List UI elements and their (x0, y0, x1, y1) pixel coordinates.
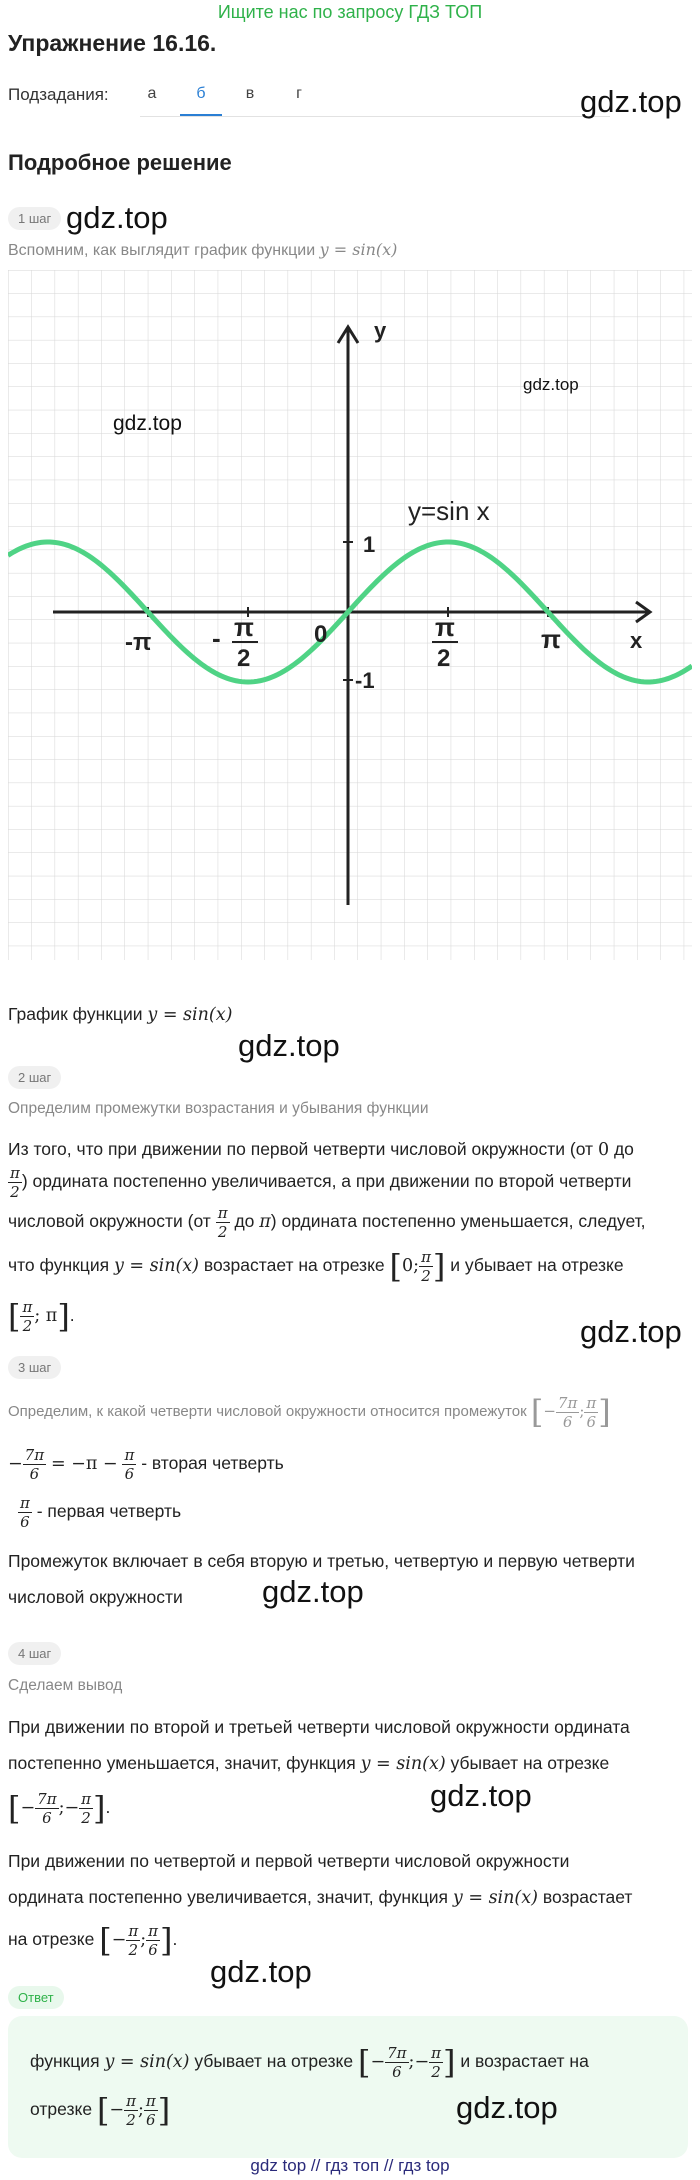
dot: . (69, 1305, 75, 1326)
label-one: 1 (363, 532, 376, 557)
step4-text: убывает на отрезке (450, 1753, 610, 1773)
frac-pi-6: $\frac{\pi}{6}$ (586, 1393, 597, 1431)
frac-pi-2: $\frac{\pi}{2}$ (431, 2044, 441, 2081)
step3-text: - первая четверть (36, 1501, 182, 1522)
frac-pi-2: $\frac{\pi}{2}$ (10, 1164, 20, 1201)
tab-v[interactable]: в (245, 85, 255, 102)
step4-text: на отрезке (8, 1929, 95, 1950)
step3-text: - вторая четверть (141, 1453, 284, 1474)
step4-text: возрастает (542, 1887, 633, 1907)
dot: . (172, 1929, 178, 1950)
frac-pi-2: $\frac{\pi}{2}$ (81, 1790, 91, 1827)
x-axis-label: x (630, 628, 643, 653)
step2-line5: [ $\frac{\pi}{2}$ ; π]. (8, 1297, 75, 1336)
step2-intro: Определим промежутки возрастания и убывания функции (8, 1100, 429, 1117)
frac-7pi-6: $\frac{7\pi}{6}$ (24, 1446, 45, 1483)
tab-b[interactable]: б (196, 85, 206, 102)
frac-pi-2: $\frac{\pi}{2}$ (128, 1922, 139, 1959)
step2-text: ) ордината постепенно увеличивается, а при движении по второй четверти (21, 1171, 632, 1192)
watermark: gdz.top (66, 200, 168, 235)
frac-pi-6: $\frac{\pi}{6}$ (20, 1494, 30, 1531)
interval-zero: 0; (402, 1256, 420, 1277)
active-tab-underline (180, 114, 222, 116)
step3-line2 (18, 1494, 181, 1531)
label-minus-one: -1 (355, 668, 375, 693)
frac-7pi-6: $\frac{7\pi}{6}$ (37, 1790, 57, 1827)
step4-line6: на отрезке [− $\frac{\pi}{2}$ ; $\frac{\pi}{6}$ ]. (8, 1921, 178, 1960)
step2-text: возрастает на отрезке (203, 1255, 385, 1276)
watermark: gdz.top (262, 1574, 364, 1609)
step2-math: y = sin(x) (113, 1256, 200, 1277)
step-badge-3: 3 шаг (8, 1356, 61, 1379)
step4-line1: При движении по второй и третьей четверти числовой окружности ордината (8, 1717, 630, 1737)
tab-g[interactable]: г (296, 85, 302, 102)
answer-text: и возрастает на (460, 2051, 589, 2072)
step2-line4: что функция y = sin(x) возрастает на отрезке [0; $\frac{\pi}{2}$ ] и убывает на отрезке (8, 1247, 624, 1286)
frac-pi-6: $\frac{\pi}{6}$ (124, 1446, 135, 1483)
label-minus-sign: - (212, 623, 221, 653)
answer-math: y = sin(x) (104, 2052, 190, 2073)
section-title: Подробное решение (8, 150, 232, 175)
label-minus-pi: -π (125, 629, 152, 656)
frac-pi-2: $\frac{\pi}{2}$ (126, 2092, 136, 2129)
step3-intro: Определим, к какой четверти числовой окружности относится промежуток [− $\frac{7\pi}{6}$ ; $\frac{\pi}{6}$ ] (8, 1393, 611, 1431)
answer-text: функция (30, 2051, 100, 2072)
step2-zero: 0 (597, 1140, 610, 1160)
step2-line2 (8, 1164, 631, 1201)
tabs-divider (140, 116, 610, 117)
step2-text: до (613, 1139, 634, 1159)
step1-caption (8, 997, 232, 1032)
step1-caption-math: y = sin(x) (147, 1005, 233, 1025)
watermark: gdz.top (210, 1954, 312, 1989)
answer-line2: отрезке [− $\frac{\pi}{2}$ ; $\frac{\pi}{6}$ ] (30, 2091, 171, 2130)
step4-line4: При движении по четвертой и первой четверти числовой окружности (8, 1851, 570, 1871)
interval-pi: ; π (34, 1306, 58, 1327)
answer-line1: функция y = sin(x) убывает на отрезке [− $\frac{7\pi}{6}$ ;− $\frac{\pi}{2}$ ] и возрастает на (30, 2043, 589, 2082)
frac-7pi-6: $\frac{7\pi}{6}$ (557, 1393, 578, 1431)
graph-grid (8, 270, 692, 960)
step3-eq: = −π − (50, 1454, 118, 1475)
step2-text: и убывает на отрезке (450, 1255, 624, 1276)
label-origin: 0 (314, 621, 328, 648)
frac-pi-2: $\frac{\pi}{2}$ (22, 1298, 33, 1335)
step2-pi: π (259, 1212, 271, 1233)
answer-box (8, 2016, 688, 2158)
label-pi: π (541, 624, 561, 654)
step4-line3: [− $\frac{7\pi}{6}$ ;− $\frac{\pi}{2}$ ]. (8, 1789, 111, 1828)
step1-intro (8, 240, 397, 260)
label-pi-half-den-neg: 2 (237, 645, 251, 672)
tab-a[interactable]: а (147, 85, 157, 102)
top-search-link[interactable]: Ищите нас по запросу ГДЗ ТОП (217, 2, 483, 22)
step2-line1 (8, 1132, 634, 1167)
step4-math: y = sin(x) (452, 1888, 538, 1908)
watermark: gdz.top (430, 1778, 532, 1813)
y-axis-label: y (374, 318, 387, 343)
step3-intro-text: Определим, к какой четверти числовой окружности относится промежуток (8, 1402, 527, 1420)
step2-text: Из того, что при движении по первой четверти числовой окружности (от (8, 1139, 594, 1159)
step4-text: ордината постепенно увеличивается, значит, функция (8, 1887, 449, 1907)
watermark: gdz.top (238, 1028, 340, 1063)
step4-text: постепенно уменьшается, значит, функция (8, 1753, 356, 1773)
curve-label: y=sin x (408, 496, 490, 526)
frac-7pi-6: $\frac{7\pi}{6}$ (387, 2044, 407, 2081)
step2-line3 (8, 1204, 646, 1241)
step-badge-4: 4 шаг (8, 1642, 61, 1665)
step-badge-2: 2 шаг (8, 1066, 61, 1089)
step1-caption-text: График функции (8, 1004, 143, 1024)
watermark: gdz.top (113, 412, 182, 435)
answer-text: убывает на отрезке (194, 2051, 354, 2072)
frac-pi-6: $\frac{\pi}{6}$ (148, 1922, 158, 1959)
footer-links[interactable]: gdz top // гдз топ // гдз top (250, 2156, 450, 2175)
watermark: gdz.top (456, 2090, 558, 2125)
sine-graph (8, 270, 692, 960)
step4-line2 (8, 1746, 609, 1781)
frac-pi-2: $\frac{\pi}{2}$ (217, 1204, 228, 1241)
frac-pi-2: $\frac{\pi}{2}$ (421, 1248, 431, 1285)
watermark: gdz.top (523, 375, 579, 394)
subtasks-label: Подзадания: (8, 85, 109, 104)
step3-line3: Промежуток включает в себя вторую и третью, четвертую и первую четверти (8, 1551, 635, 1571)
step4-math: y = sin(x) (360, 1754, 446, 1774)
step2-text: числовой окружности (от (8, 1211, 211, 1232)
label-pi-half-den: 2 (437, 645, 451, 672)
watermark: gdz.top (580, 1314, 682, 1349)
answer-badge: Ответ (8, 1986, 64, 2009)
step1-intro-math: y = sin(x) (319, 240, 398, 259)
step4-intro: Сделаем вывод (8, 1677, 123, 1694)
label-pi-half-num: π (435, 612, 455, 642)
step2-text: ) ордината постепенно уменьшается, следует, (270, 1211, 646, 1232)
frac-pi-6: $\frac{\pi}{6}$ (145, 2092, 156, 2129)
watermark: gdz.top (580, 84, 682, 119)
step3-line1: − $\frac{7\pi}{6}$ = −π − $\frac{\pi}{6}$ - вторая четверть (8, 1446, 284, 1483)
exercise-title: Упражнение 16.16. (8, 30, 217, 56)
step2-text: что функция (8, 1255, 110, 1276)
label-pi-half-num-neg: π (234, 612, 254, 642)
dot: . (105, 1797, 111, 1818)
answer-text: отрезке (30, 2099, 93, 2120)
step-badge-1: 1 шаг (8, 207, 61, 230)
step3-line4: числовой окружности (8, 1587, 183, 1607)
step4-line5 (8, 1880, 632, 1915)
step2-text: до (234, 1211, 255, 1232)
step1-intro-text: Вспомним, как выглядит график функции (8, 242, 316, 259)
